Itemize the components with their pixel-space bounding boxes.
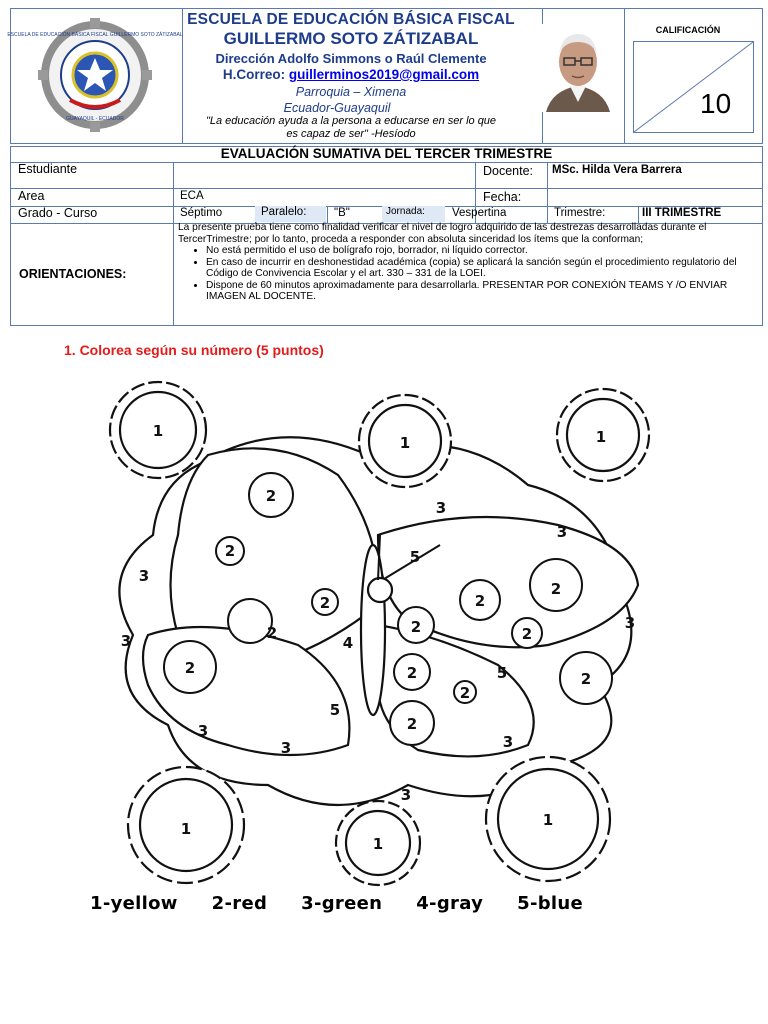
grade-value: 10 (700, 88, 732, 119)
question-title: 1. Colorea según su número (5 puntos) (64, 342, 324, 358)
number-label: 1 (542, 811, 554, 829)
number-label: 2 (521, 625, 533, 643)
quote (172, 115, 530, 141)
diagonal-line (634, 42, 753, 132)
quote-line: "La educación ayuda a la persona a educarse en ser lo que (205, 115, 497, 127)
term-value: III TRIMESTRE (642, 207, 722, 219)
orientations-intro: La presente prueba tiene como finalidad verificar el nivel de logro adquirido de las destrezas desarrolladas durante el TercerTrimestre; por lo tanto, proceda a responder con absoluta sinceridad los ítems que la conforman; (178, 222, 707, 245)
legend-item: 4-gray (416, 893, 484, 914)
number-label: 2 (184, 659, 196, 677)
legend-item: 5-blue (517, 893, 583, 914)
area-value: ECA (180, 190, 204, 202)
number-label: 2 (265, 487, 277, 505)
rule-item: • Dispone de 60 minutos aproximadamente para desarrollarla. PRESENTAR POR CONEXIÓN TEAMS Y /O ENVIAR IMAGEN AL DOCENTE. (206, 280, 756, 303)
rule-item: • No está permitido el uso de bolígrafo rojo, borrador, ni líquido corrector. (206, 245, 756, 257)
number-label: 1 (180, 820, 192, 838)
number-label: 3 (280, 739, 292, 757)
legend-item: 2-red (211, 893, 268, 914)
email-label: H.Correo: (222, 67, 289, 82)
number-label: 2 (406, 664, 418, 682)
portrait-photo (542, 24, 614, 112)
number-label: 3 (502, 733, 514, 751)
date-field[interactable] (552, 190, 752, 206)
orientations-label: ORIENTACIONES: (19, 267, 127, 281)
number-label: 3 (556, 523, 568, 541)
butterfly-coloring-drawing[interactable] (78, 385, 678, 885)
number-label: 2 (550, 580, 562, 598)
shift-value: Vespertina (452, 207, 507, 219)
logo-text: GUAYAQUIL - ECUADOR (66, 116, 124, 122)
number-label: 5 (329, 701, 341, 719)
parallel-value: "B" (334, 207, 350, 219)
parallel-label: Paralelo: (255, 206, 326, 222)
number-label: 2 (459, 684, 471, 702)
director-line: Dirección Adolfo Simmons o Raúl Clemente (215, 51, 487, 66)
school-name-line1: ESCUELA DE EDUCACIÓN BÁSICA FISCAL (187, 11, 515, 28)
butterfly-head (368, 578, 392, 602)
teacher-label: Docente: (483, 164, 534, 178)
number-label: 5 (496, 664, 508, 682)
number-label: 2 (406, 715, 418, 733)
grade-label: CALIFICACIÓN (655, 25, 721, 35)
rules-list (178, 245, 756, 303)
rule-item: • En caso de incurrir en deshonestidad académica (copia) se aplicará la sanción según el procedimiento regulatorio del Código de Convivencia Escolar y el art. 330 – 331 de la LOEI. (206, 257, 756, 280)
grade-box (633, 41, 754, 133)
color-legend (90, 893, 617, 914)
number-label: 5 (409, 548, 421, 566)
number-label: 4 (342, 634, 354, 652)
number-label: 3 (435, 499, 447, 517)
number-label: 1 (595, 428, 607, 446)
grade-course-label: Grado - Curso (18, 206, 98, 220)
student-label: Estudiante (18, 162, 78, 176)
date-label: Fecha: (483, 190, 522, 204)
number-label: 1 (372, 835, 384, 853)
logo-text: ESCUELA DE EDUCACIÓN BÁSICA FISCAL GUILLERMO SOTO ZÁTIZABAL (7, 32, 183, 38)
number-label: 3 (400, 786, 412, 804)
area-label: Area (18, 189, 45, 203)
school-name-line2: GUILLERMO SOTO ZÁTIZABAL (223, 29, 479, 48)
teacher-value: MSc. Hilda Vera Barrera (552, 164, 682, 176)
term-label: Trimestre: (554, 207, 606, 219)
number-label: 3 (138, 567, 150, 585)
city-line: Ecuador-Guayaquil (283, 101, 391, 115)
email-link[interactable]: guillerminos2019@gmail.com (288, 67, 480, 82)
number-label: 2 (224, 542, 236, 560)
number-label: 2 (580, 670, 592, 688)
evaluation-title: EVALUACIÓN SUMATIVA DEL TERCER TRIMESTRE (220, 146, 553, 161)
orientations-text (178, 222, 756, 303)
quote-line: es capaz de ser" -Hesíodo (286, 128, 416, 140)
number-label: 2 (474, 592, 486, 610)
number-label: 3 (197, 722, 209, 740)
number-label: 3 (120, 632, 132, 650)
legend-item: 1-yellow (90, 893, 178, 914)
number-label: 2 (319, 594, 331, 612)
student-field[interactable] (178, 166, 468, 184)
number-label: 2 (266, 624, 278, 642)
number-label: 1 (399, 434, 411, 452)
number-label: 1 (152, 422, 164, 440)
shift-label: Jornada: (382, 206, 445, 222)
grade-course-value: Séptimo (180, 207, 223, 219)
wing-spot (228, 599, 272, 643)
legend-item: 3-green (301, 893, 383, 914)
number-label: 3 (624, 614, 636, 632)
school-logo (7, 18, 183, 133)
butterfly-body (361, 545, 385, 715)
number-label: 2 (410, 618, 422, 636)
email-line (172, 67, 530, 82)
parish-line: Parroquia – Ximena (295, 85, 407, 99)
